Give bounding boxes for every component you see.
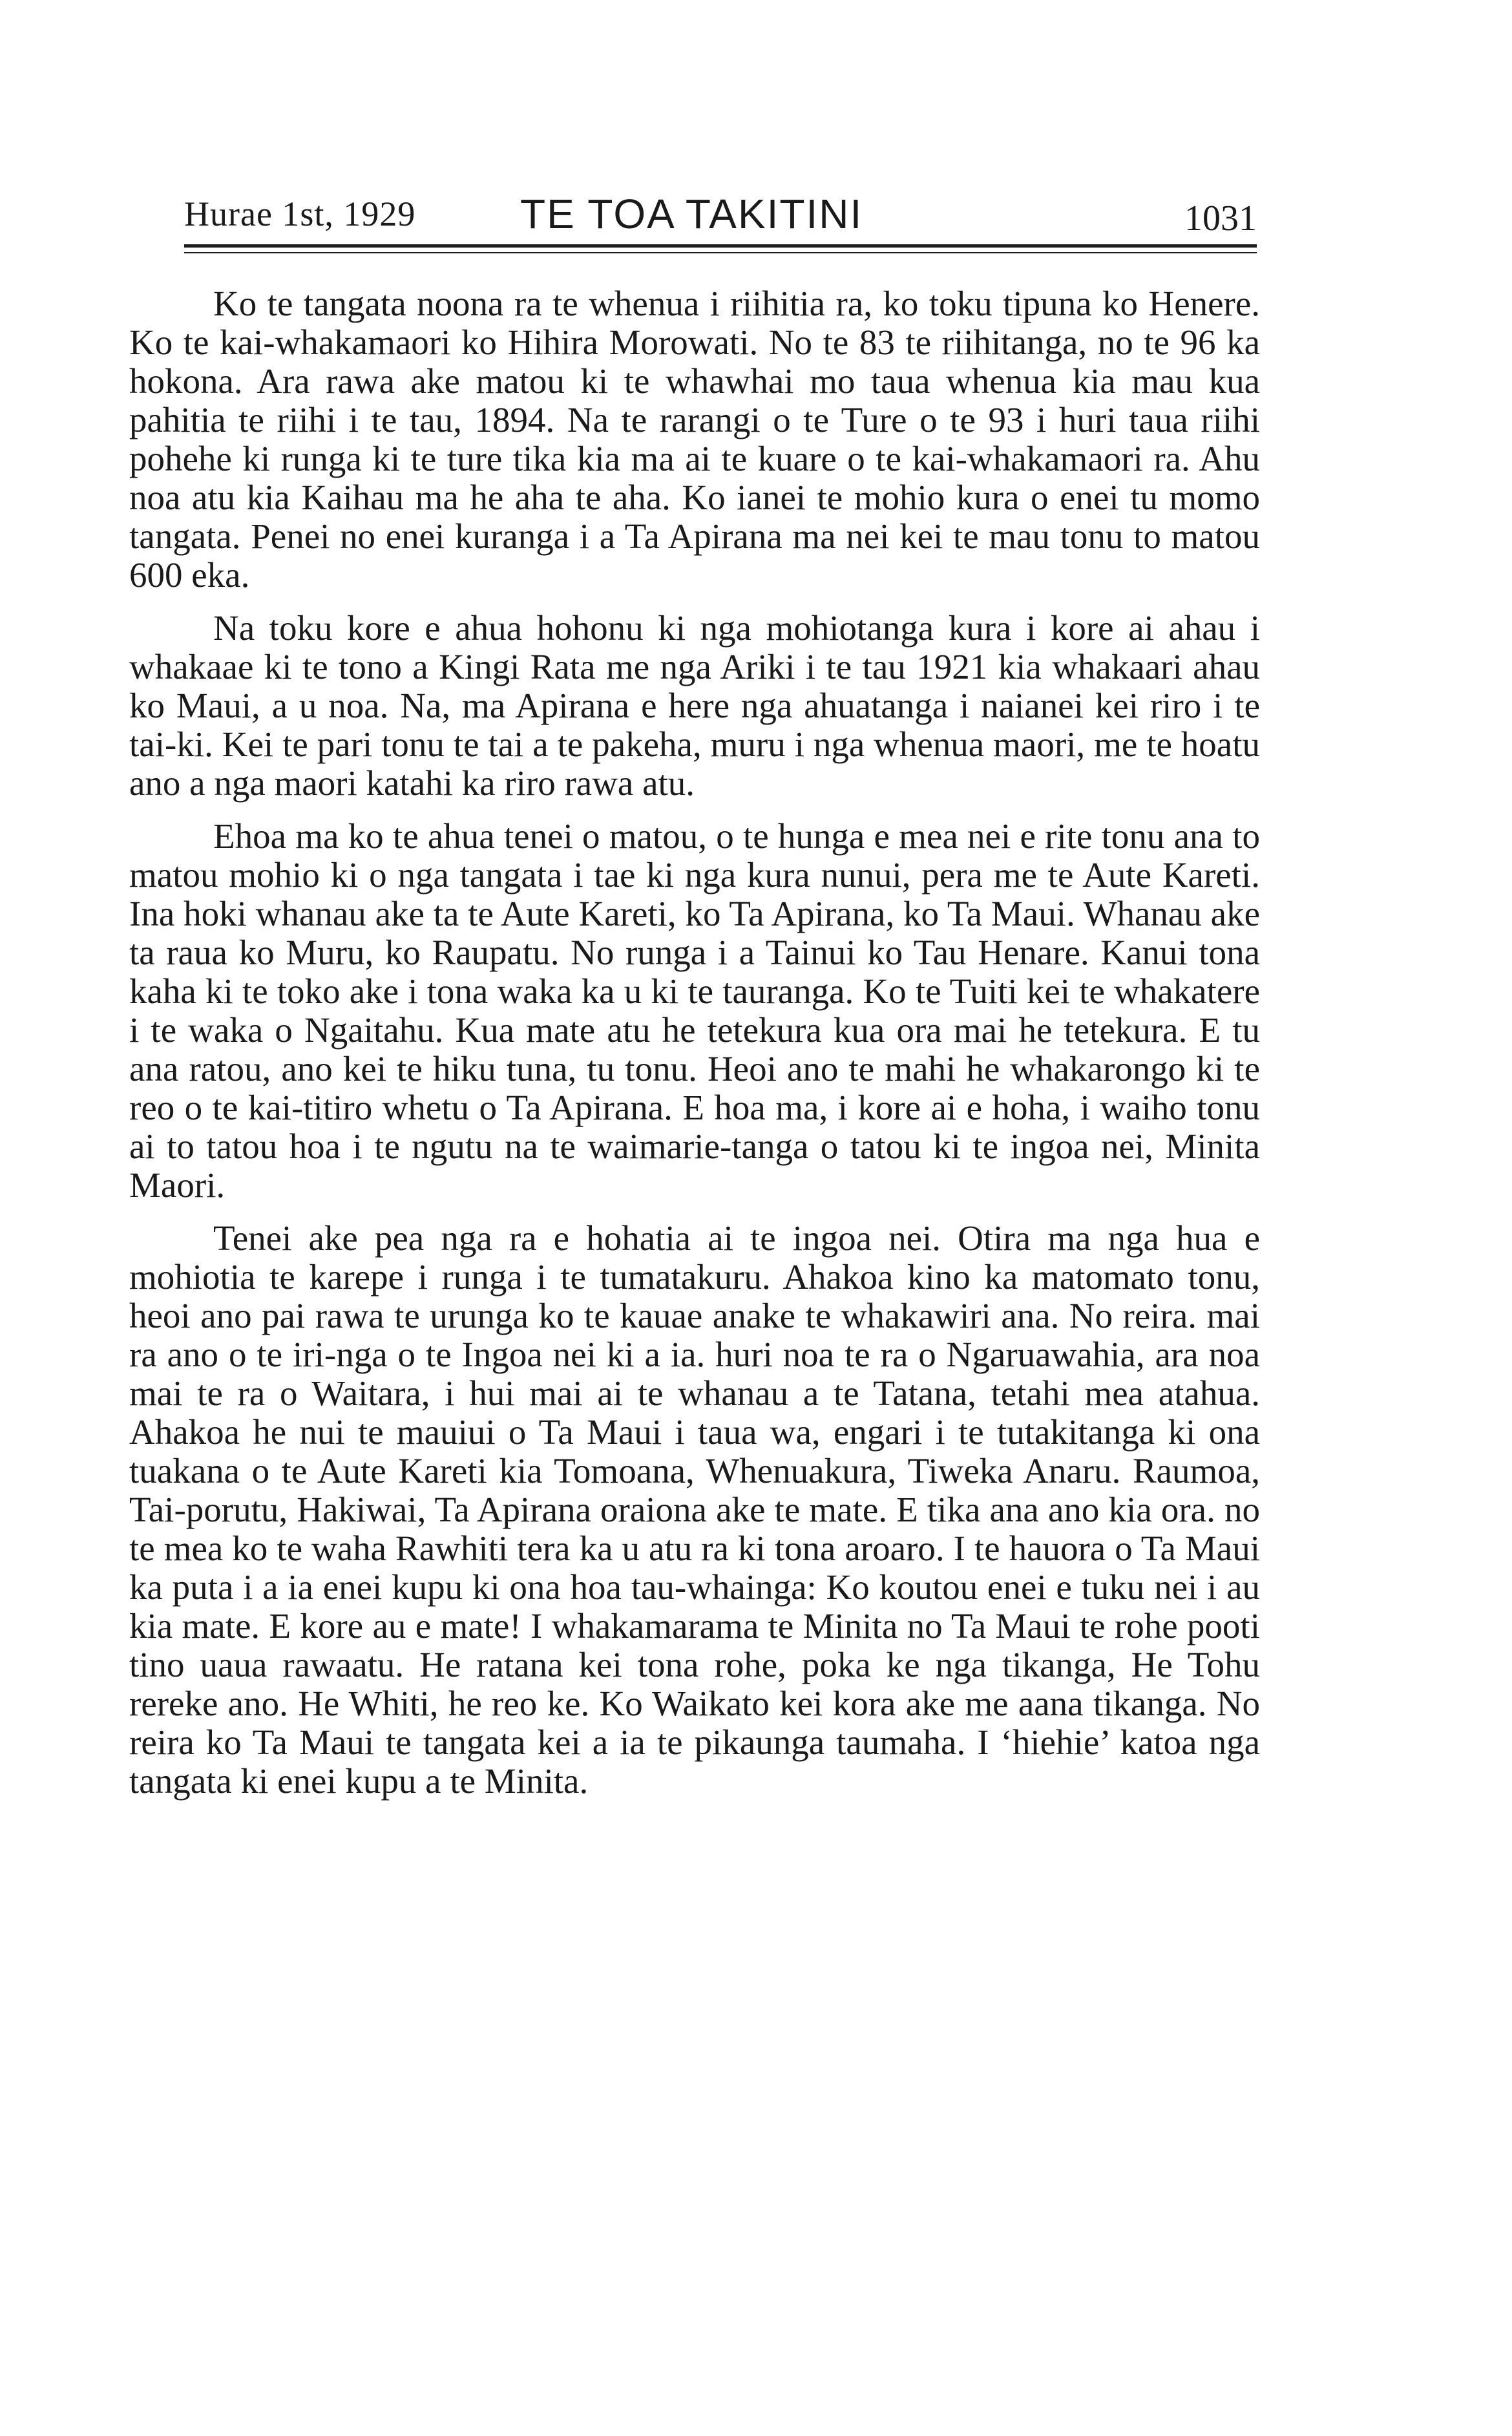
paragraph: Ehoa ma ko te ahua tenei o matou, o te hunga e mea nei e rite tonu ana to matou mohio ki o nga tangata i tae ki nga kura nunui, pera me te Aute Kareti. Ina hoki whanau ake ta te Aute Kareti, ko Ta Apirana, ko Ta Maui. Whanau ake ta raua ko Muru, ko Raupatu. No runga i a Tainui ko Tau Henare. Kanui tona kaha ki te toko ake i tona waka ka u ki te tauranga. Ko te Tuiti kei te whakatere i te waka o Ngaitahu. Kua mate atu he tetekura kua ora mai he tetekura. E tu ana ratou, ano kei te hiku tuna, tu tonu. Heoi ano te mahi he whakarongo ki te reo o te kai-titiro whetu o Ta Apirana. E hoa ma, i kore ai e hoha, i waiho tonu ai to tatou hoa i te ngutu na te waimarie-tanga o tatou ki te ingoa nei, Minita Maori. bbox=[129, 816, 1260, 1205]
issue-date: Hurae 1st, 1929 bbox=[184, 195, 416, 233]
article-body bbox=[129, 284, 1260, 1815]
publication-title: TE TOA TAKITINI bbox=[520, 191, 863, 237]
header-rule-thin bbox=[184, 252, 1257, 253]
running-header bbox=[184, 191, 1257, 252]
header-rule bbox=[184, 244, 1257, 248]
paragraph: Ko te tangata noona ra te whenua i riihitia ra, ko toku tipuna ko Henere. Ko te kai-whakamaori ko Hihira Morowati. No te 83 te riihitanga, no te 96 ka hokona. Ara rawa ake matou ki te whawhai mo taua whenua kia mau kua pahitia te riihi i te tau, 1894. Na te rarangi o te Ture o te 93 i huri taua riihi pohehe ki runga ki te ture tika kia ma ai te kuare o te kai-whakamaori ra. Ahu noa atu kia Kaihau ma he aha te aha. Ko ianei te mohio kura o enei tu momo tangata. Penei no enei kuranga i a Ta Apirana ma nei kei te mau tonu to matou 600 eka. bbox=[129, 284, 1260, 595]
page-number: 1031 bbox=[1184, 198, 1257, 238]
paragraph: Tenei ake pea nga ra e hohatia ai te ingoa nei. Otira ma nga hua e mohiotia te karepe i runga i te tumatakuru. Ahakoa kino ka matomato tonu, heoi ano pai rawa te urunga ko te kauae anake te whakawiri ana. No reira. mai ra ano o te iri-nga o te Ingoa nei ki a ia. huri noa te ra o Ngaruawahia, ara noa mai te ra o Waitara, i hui mai ai te whanau a te Tatana, tetahi mea atahua. Ahakoa he nui te mauiui o Ta Maui i taua wa, engari i te tutakitanga ki ona tuakana o te Aute Kareti kia Tomoana, Whenuakura, Tiweka Anaru. Raumoa, Tai-porutu, Hakiwai, Ta Apirana oraiona ake te mate. E tika ana ano kia ora. no te mea ko te waha Rawhiti tera ka u atu ra ki tona aroaro. I te hauora o Ta Maui ka puta i a ia enei kupu ki ona hoa tau-whainga: Ko koutou enei e tuku nei i au kia mate. E kore au e mate! I whakamarama te Minita no Ta Maui te rohe pooti tino uaua rawaatu. He ratana kei tona rohe, poka ke nga tikanga, He Tohu rereke ano. He Whiti, he reo ke. Ko Waikato kei kora ake me aana tikanga. No reira ko Ta Maui te tangata kei a ia te pikaunga taumaha. I ‘hiehie’ katoa nga tangata ki enei kupu a te Minita. bbox=[129, 1218, 1260, 1801]
paragraph: Na toku kore e ahua hohonu ki nga mohiotanga kura i kore ai ahau i whakaae ki te tono a Kingi Rata me nga Ariki i te tau 1921 kia whakaari ahau ko Maui, a u noa. Na, ma Apirana e here nga ahuatanga i naianei kei riro i te tai-ki. Kei te pari tonu te tai a te pakeha, muru i nga whenua maori, me te hoatu ano a nga maori katahi ka riro rawa atu. bbox=[129, 608, 1260, 803]
